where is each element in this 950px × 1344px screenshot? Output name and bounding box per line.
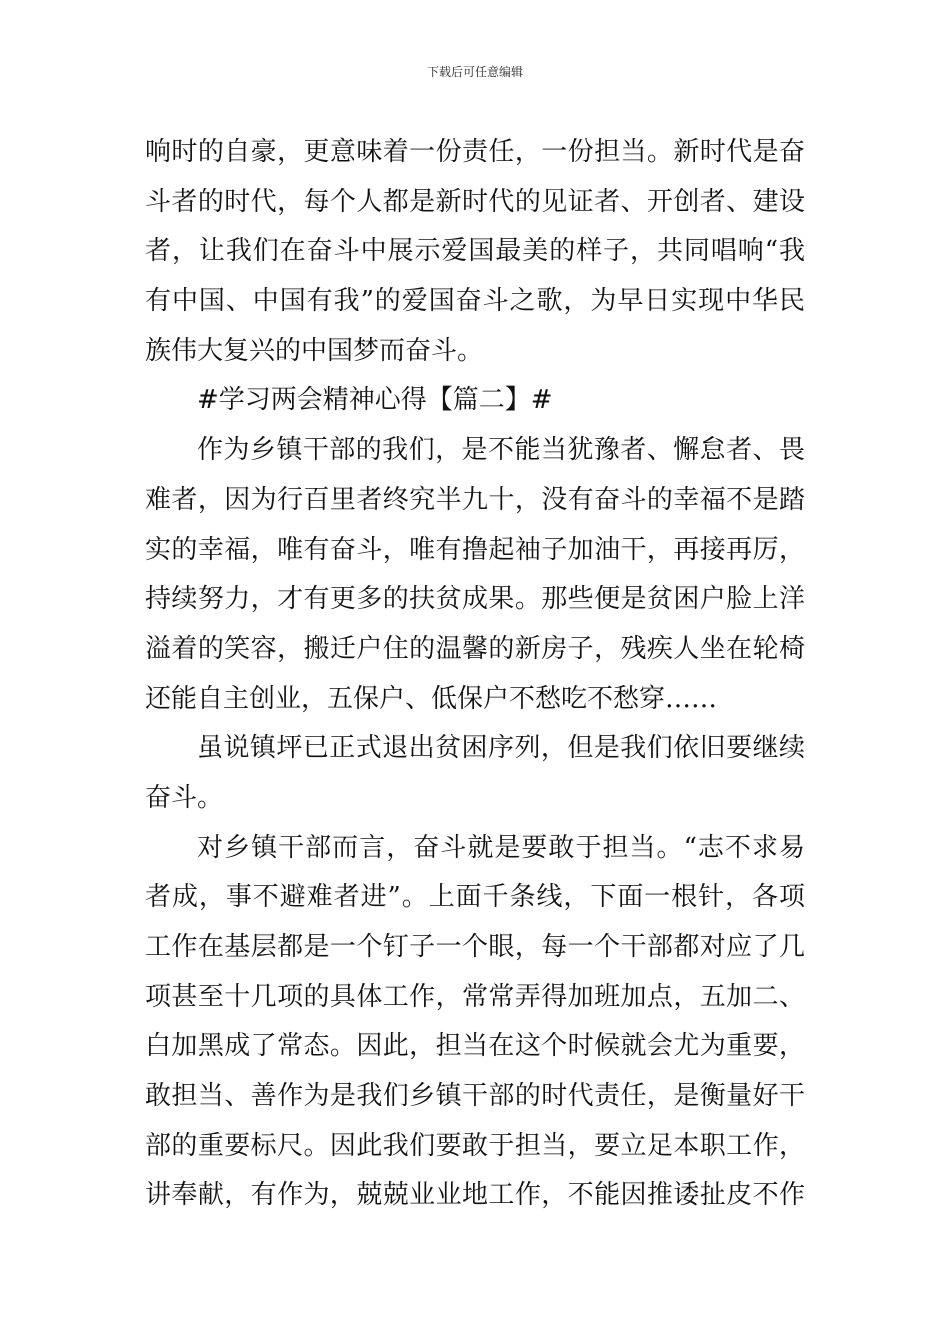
text-line: #学习两会精神心得【篇二】# — [197, 385, 553, 416]
text-line: 对乡镇干部而言，奋斗就是要敢于担当。“志不求易 — [197, 832, 805, 863]
text-line: 作为乡镇干部的我们，是不能当犹豫者、懈怠者、畏 — [197, 435, 805, 466]
text-line: 者，让我们在奋斗中展示爱国最美的样子，共同唱响“我 — [145, 236, 805, 267]
text-line: 者成，事不避难者进”。上面千条线，下面一根针，各项 — [145, 882, 805, 913]
page-header: 下载后可任意编辑 — [426, 65, 523, 79]
text-line: 部的重要标尺。因此我们要敢于担当，要立足本职工作， — [145, 1130, 805, 1161]
text-line: 项甚至十几项的具体工作，常常弄得加班加点，五加二、 — [145, 981, 805, 1012]
text-line: 虽说镇坪已正式退出贫困序列，但是我们依旧要继续 — [197, 733, 805, 764]
text-line: 敢担当、善作为是我们乡镇干部的时代责任，是衡量好干 — [145, 1081, 805, 1112]
text-line: 讲奉献，有作为，兢兢业业地工作，不能因推诿扯皮不作 — [145, 1180, 805, 1211]
text-line: 奋斗。 — [145, 782, 224, 813]
text-line: 实的幸福，唯有奋斗，唯有撸起袖子加油干，再接再厉， — [145, 534, 805, 565]
text-line: 持续努力，才有更多的扶贫成果。那些便是贫困户脸上洋 — [145, 584, 805, 615]
text-line: 还能自主创业，五保户、低保户不愁吃不愁穿…… — [145, 683, 718, 714]
text-line: 斗者的时代，每个人都是新时代的见证者、开创者、建设 — [145, 186, 805, 217]
body-text — [145, 128, 805, 1221]
text-line: 白加黑成了常态。因此，担当在这个时候就会尤为重要， — [145, 1031, 805, 1062]
text-line: 工作在基层都是一个钉子一个眼，每一个干部都对应了几 — [145, 932, 805, 962]
text-line: 难者，因为行百里者终究半九十，没有奋斗的幸福不是踏 — [145, 484, 805, 515]
text-line: 有中国、中国有我”的爱国奋斗之歌，为早日实现中华民 — [145, 286, 805, 317]
text-line: 族伟大复兴的中国梦而奋斗。 — [145, 335, 484, 366]
text-line: 溢着的笑容，搬迁户住的温馨的新房子，残疾人坐在轮椅 — [145, 633, 805, 664]
text-line: 响时的自豪，更意味着一份责任，一份担当。新时代是奋 — [145, 137, 805, 167]
